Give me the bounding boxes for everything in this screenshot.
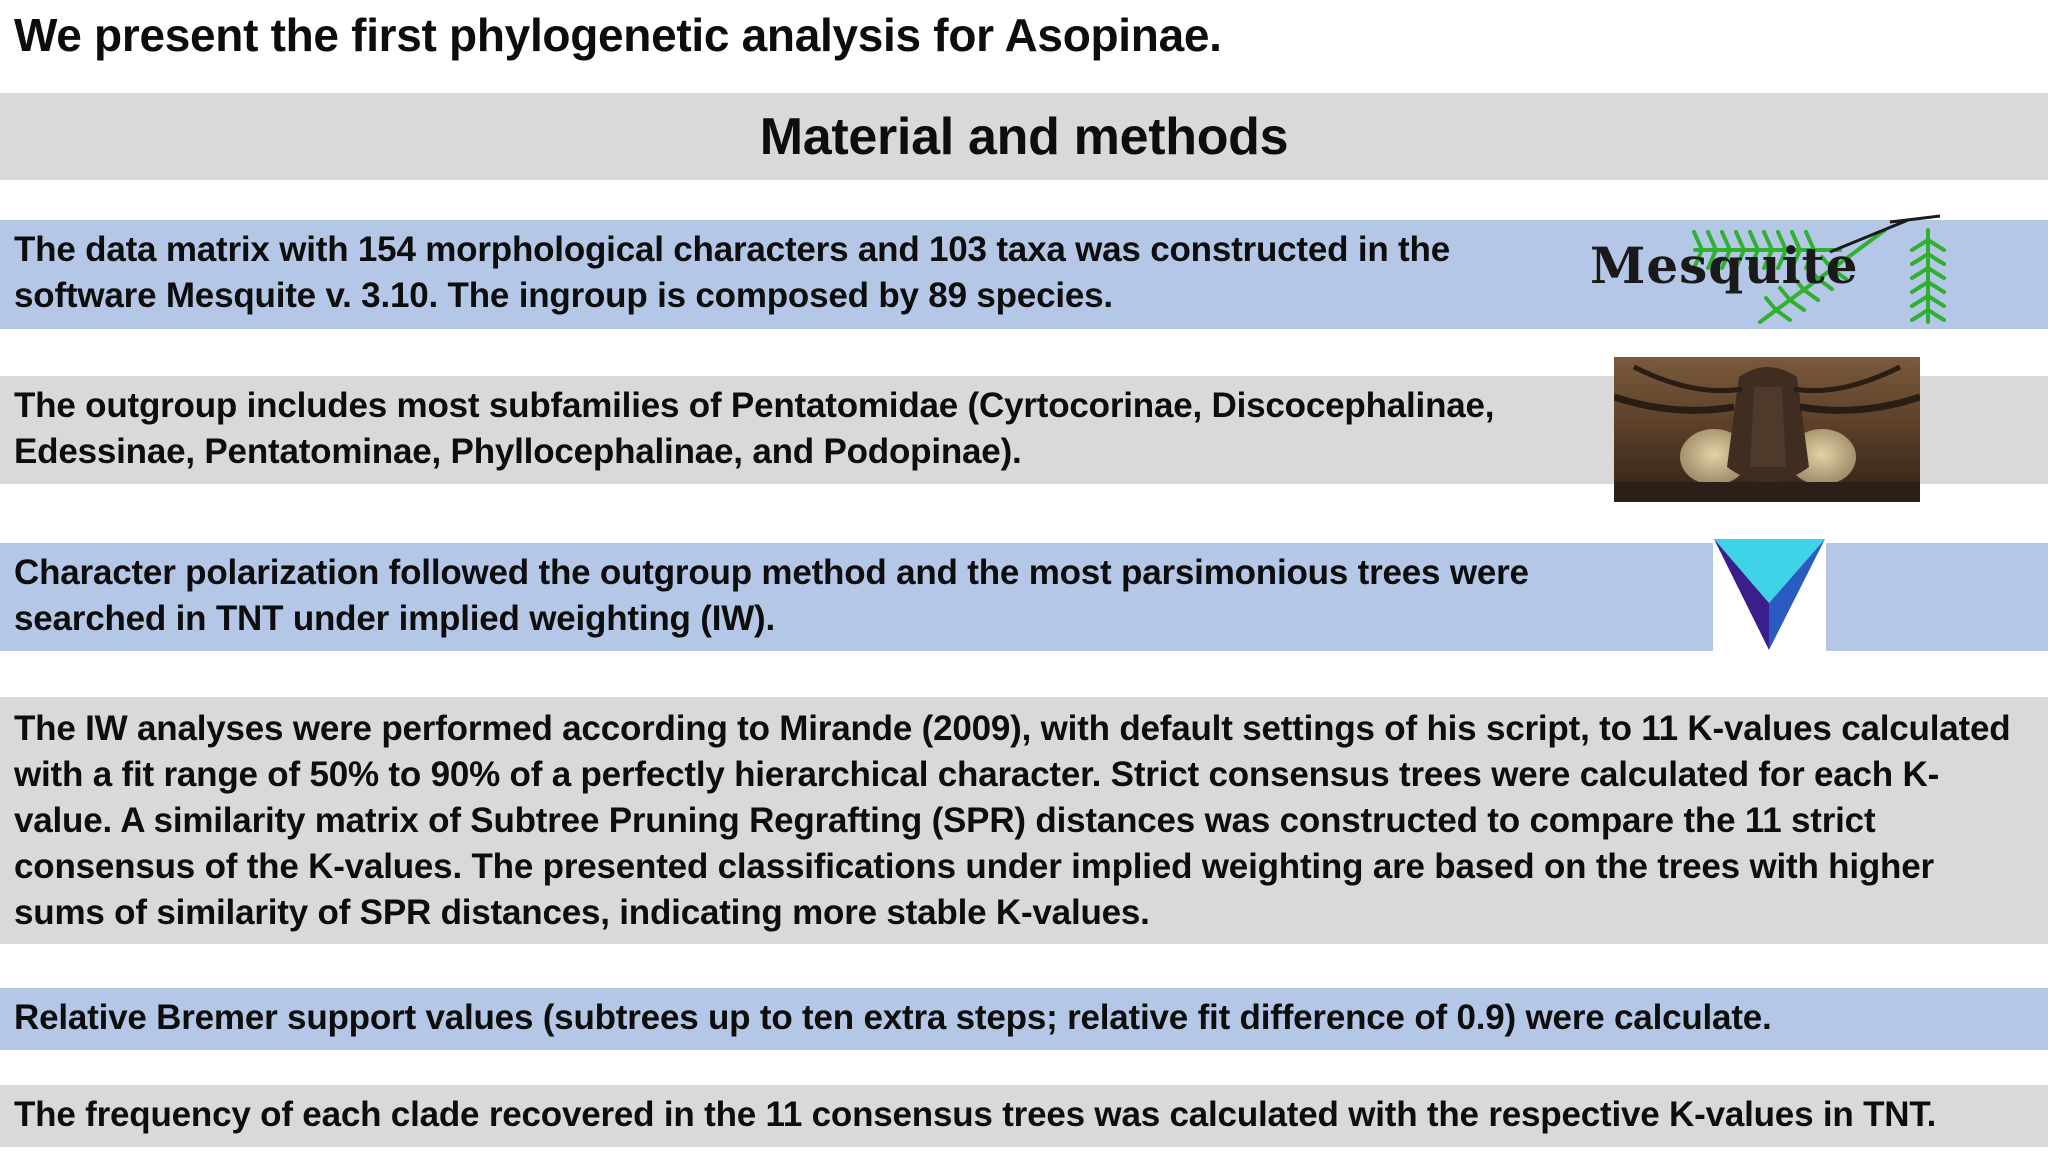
insect-head-photo-icon bbox=[1614, 357, 1920, 502]
paragraph-outgroup: The outgroup includes most subfamilies of Pentatomidae (Cyrtocorinae, Discocephalinae, Edessinae, Pentatominae, Phyllocephalinae, and Podopinae). bbox=[14, 386, 1495, 471]
tnt-triangle-logo-icon bbox=[1713, 538, 1826, 651]
paragraph-bremer: Relative Bremer support values (subtrees up to ten extra steps; relative fit difference of 0.9) were calculate. bbox=[14, 998, 1772, 1037]
paragraph-frequency: The frequency of each clade recovered in the 11 consensus trees was calculated with the respective K-values in TNT. bbox=[14, 1095, 1937, 1134]
mesquite-wordmark: Mesquite bbox=[1590, 236, 1859, 295]
mesquite-logo bbox=[1590, 210, 1970, 330]
paragraph-polarization: Character polarization followed the outgroup method and the most parsimonious trees were searched in TNT under implied weighting (IW). bbox=[14, 553, 1529, 638]
paragraph-band-bremer bbox=[0, 988, 2048, 1050]
paragraph-band-frequency bbox=[0, 1085, 2048, 1147]
paragraph-band-iw-analyses bbox=[0, 697, 2048, 944]
paragraph-iw-analyses: The IW analyses were performed according to Mirande (2009), with default settings of his script, to 11 K-values calculated with a fit range of 50% to 90% of a perfectly hierarchical character. Strict consensus trees were calculated for each K-value. A similarity matrix of Subtree Pruning Regrafting (SPR) distances was constructed to compare the 11 strict consensus of the K-values. The presented classifications under implied weighting are based on the trees with higher sums of similarity of SPR distances, indicating more stable K-values. bbox=[14, 709, 2011, 932]
section-header-bar bbox=[0, 93, 2048, 180]
slide-headline: We present the first phylogenetic analysis for Asopinae. bbox=[14, 9, 1222, 61]
section-title: Material and methods bbox=[759, 107, 1289, 166]
paragraph-data-matrix: The data matrix with 154 morphological characters and 103 taxa was constructed in the software Mesquite v. 3.10. The ingroup is composed by 89 species. bbox=[14, 230, 1450, 315]
